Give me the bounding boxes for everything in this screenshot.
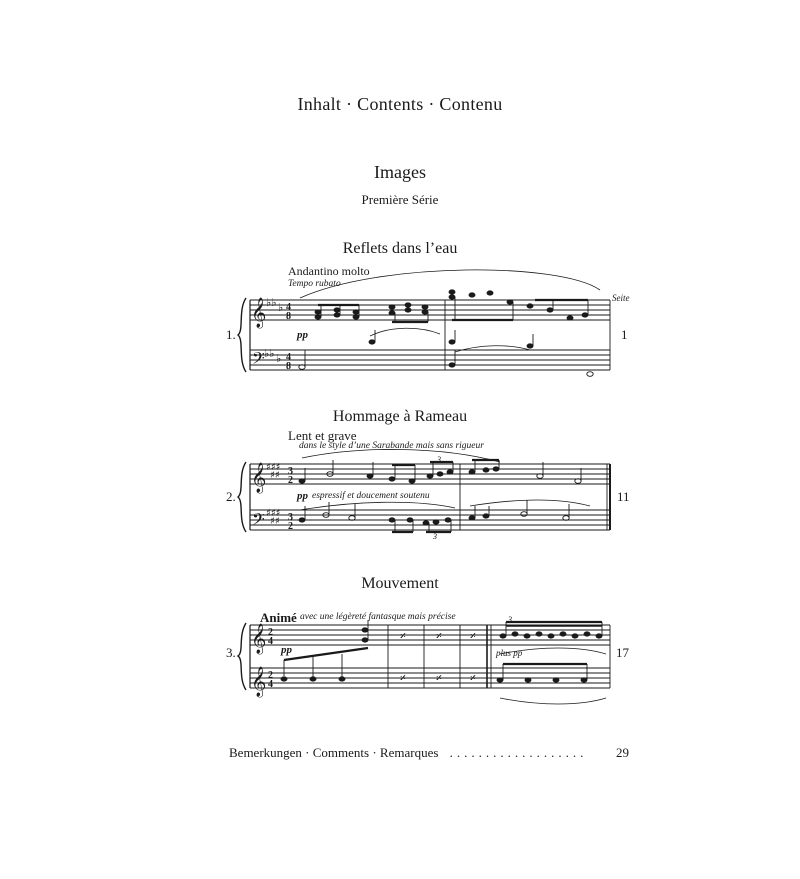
svg-text:𝄎: 𝄎: [400, 671, 406, 685]
comments-page-number: 29: [616, 745, 629, 760]
piece-1-title: Reflets dans l’eau: [342, 240, 458, 257]
piece-3-title: Mouvement: [361, 575, 439, 592]
piece-3-dynamic-2: plus pp: [496, 648, 523, 658]
svg-text:4: 4: [286, 352, 291, 363]
piece-3-page-number: 17: [616, 645, 629, 660]
svg-text:♯♯: ♯♯: [270, 516, 280, 527]
svg-text:4: 4: [268, 636, 273, 647]
piece-3-number: 3.: [226, 645, 236, 660]
svg-text:𝄎: 𝄎: [470, 671, 476, 685]
piece-2-tempo: Lent et grave: [288, 428, 357, 443]
svg-text:𝄢: 𝄢: [252, 348, 265, 372]
piece-2-dynamic: pp: [297, 490, 308, 502]
svg-text:♯♯: ♯♯: [270, 470, 280, 481]
svg-text:2: 2: [268, 670, 273, 681]
comments-toc-entry[interactable]: [229, 745, 629, 761]
svg-text:𝄞: 𝄞: [251, 624, 267, 654]
svg-text:𝄎: 𝄎: [470, 629, 476, 643]
toc-heading: Inhalt · Contents · Contenu: [297, 94, 503, 114]
svg-text:𝄎: 𝄎: [400, 629, 406, 643]
piece-2-tuplet-lower: 3: [433, 532, 437, 541]
svg-text:𝄞: 𝄞: [251, 298, 267, 328]
piece-1-tempo: Andantino molto: [288, 264, 370, 278]
piece-3-dynamic: pp: [281, 644, 292, 656]
piece-1-number: 1.: [226, 327, 236, 342]
svg-text:♭: ♭: [276, 352, 282, 365]
svg-text:2: 2: [268, 627, 273, 638]
leader-dots: ...................: [449, 745, 588, 760]
comments-label: Bemerkungen · Comments · Remarques: [229, 745, 439, 760]
svg-text:♭♭: ♭♭: [264, 347, 275, 360]
piece-1-tempo-note: Tempo rubato: [288, 279, 341, 289]
work-title: Images: [374, 162, 426, 182]
piece-2-tempo-note: dans le style d’une Sarabande mais sans rigueur: [299, 441, 484, 451]
piece-2-page-number: 11: [617, 489, 630, 504]
svg-text:♯♯♯: ♯♯♯: [266, 508, 281, 519]
piece-3-tuplet: 3: [508, 615, 512, 624]
svg-text:3: 3: [288, 466, 293, 477]
piece-1-dynamic: pp: [297, 329, 308, 341]
piece-3-tempo-note: avec une légèreté fantasque mais précise: [300, 612, 456, 622]
system-2-staves: [238, 449, 610, 532]
piece-2-tuplet-upper: 3: [437, 455, 441, 464]
svg-text:♯♯♯: ♯♯♯: [266, 462, 281, 473]
series-subtitle: Première Série: [361, 192, 439, 207]
piece-1-page-label: Seite: [612, 293, 630, 303]
piece-2-title: Hommage à Rameau: [332, 408, 468, 425]
svg-text:8: 8: [286, 361, 291, 372]
svg-text:2: 2: [288, 521, 293, 532]
svg-text:𝄞: 𝄞: [251, 667, 267, 697]
svg-text:𝄎: 𝄎: [436, 671, 442, 685]
piece-2-number: 2.: [226, 489, 236, 504]
svg-text:4: 4: [286, 302, 291, 313]
svg-text:4: 4: [268, 679, 273, 690]
svg-text:♭: ♭: [278, 301, 284, 314]
piece-1-page-number: 1: [621, 327, 628, 342]
piece-2-dynamic-text: espressif et doucement soutenu: [312, 491, 430, 501]
svg-text:8: 8: [286, 311, 291, 322]
svg-text:♭♭: ♭♭: [266, 296, 277, 309]
svg-text:𝄞: 𝄞: [251, 463, 267, 493]
svg-text:𝄎: 𝄎: [436, 629, 442, 643]
svg-text:2: 2: [288, 475, 293, 486]
piece-3-tempo: Animé: [260, 610, 297, 625]
svg-text:𝄢: 𝄢: [252, 509, 265, 533]
svg-text:3: 3: [288, 512, 293, 523]
